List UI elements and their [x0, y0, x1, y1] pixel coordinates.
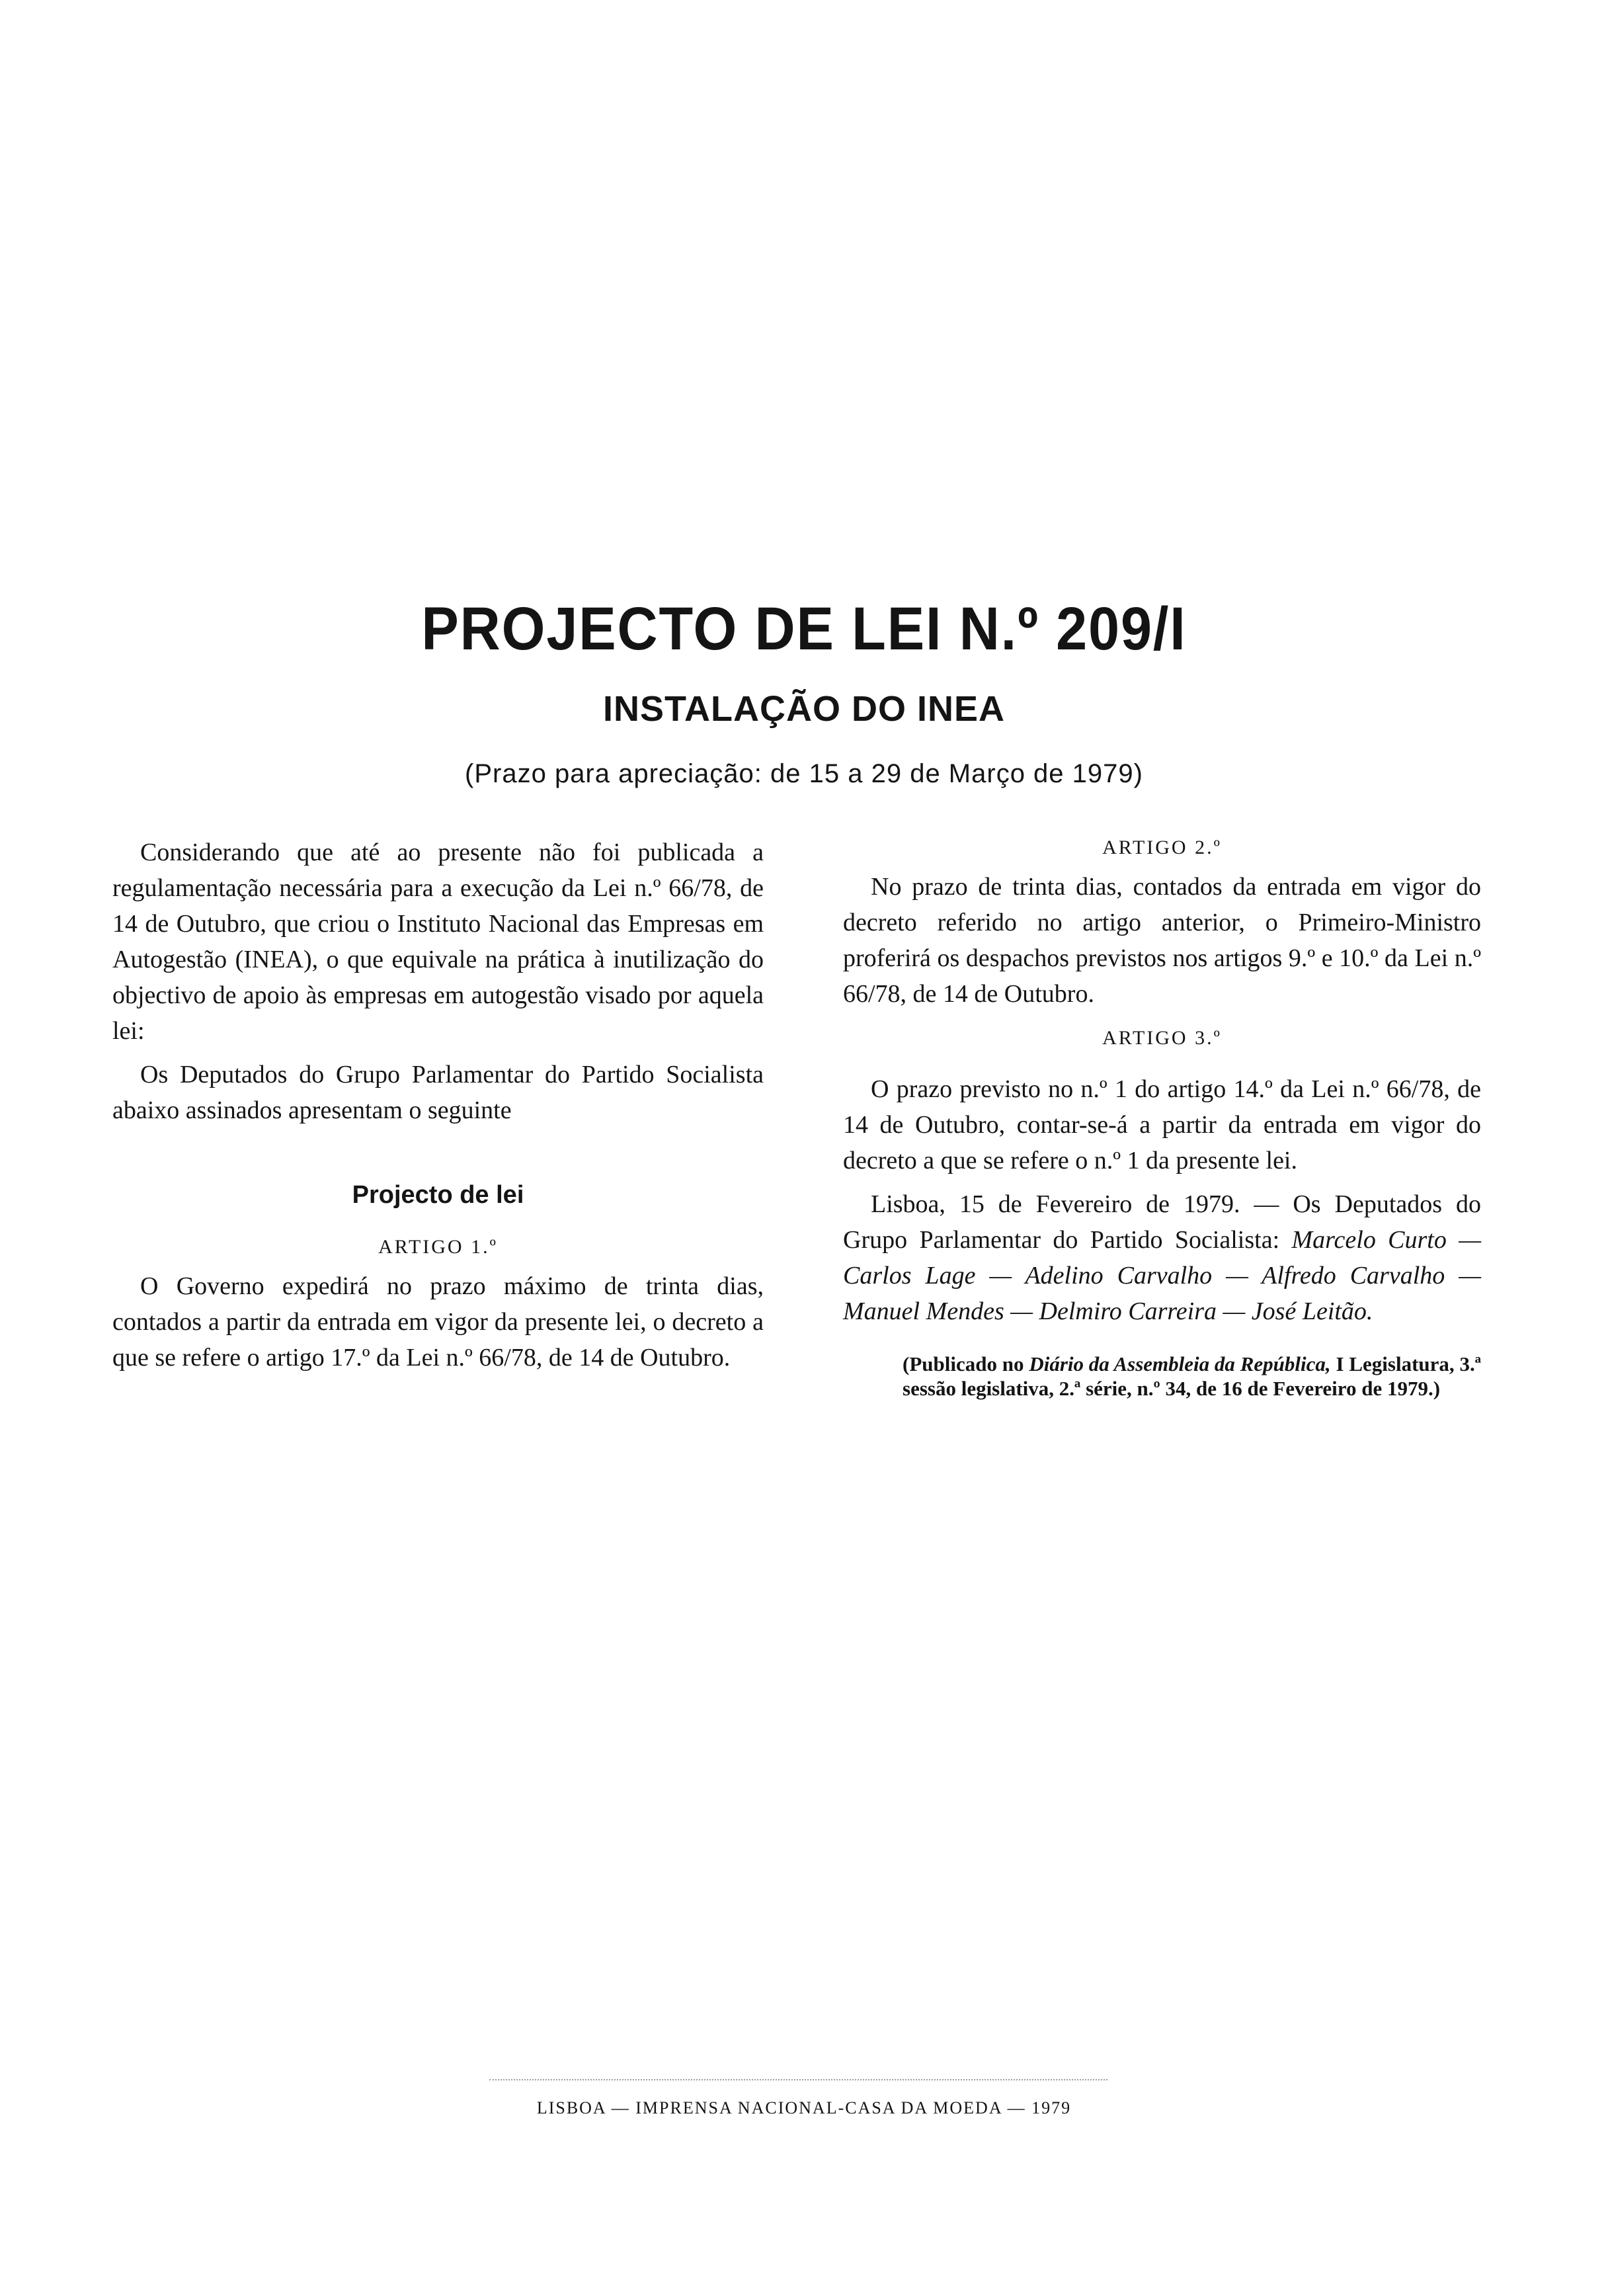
project-heading: Projecto de lei [352, 1181, 524, 1209]
document-title: PROJECTO DE LEI N.º 209/I [421, 595, 1187, 663]
footer-divider [489, 2079, 1107, 2080]
publication-details: I Legislatura, 3.ª sessão legislativa, 2.ª série, n.º 34, de 16 de Fevereiro de 1979.) [903, 1352, 1481, 1400]
article-3-text: O prazo previsto no n.º 1 do artigo 14.º da Lei n.º 66/78, de 14 de Outubro, contar-se-á a partir da entrada em vigor do decreto a que se refere o n.º 1 da presente lei. [843, 1075, 1481, 1174]
footer-imprint: LISBOA — IMPRENSA NACIONAL-CASA DA MOEDA — 1979 [536, 2098, 1072, 2117]
signature-paragraph [843, 1186, 1481, 1329]
preamble-paragraph-1: Considerando que até ao presente não foi publicada a regulamentação necessária para a execução da Lei n.º 66/78, de 14 de Outubro, que criou o Instituto Nacional das Empresas em Autogestão (INEA), o que equivale na prática à inutilização do objectivo de apoio às empresas em autogestão visado por aquela lei: [112, 839, 764, 1045]
document-subtitle: INSTALAÇÃO DO INEA [603, 689, 1005, 729]
signature-intro: Lisboa, 15 de Fevereiro de 1979. — Os Deputados do Grupo Parlamentar do Partido Socialista: [843, 1190, 1481, 1254]
article-1-text: O Governo expedirá no prazo máximo de trinta dias, contados a partir da entrada em vigor da presente lei, o decreto a que se refere o artigo 17.º da Lei n.º 66/78, de 14 de Outubro. [112, 1272, 764, 1372]
article-1-heading: ARTIGO 1.º [378, 1236, 498, 1258]
assessment-deadline: (Prazo para apreciação: de 15 a 29 de Março de 1979) [465, 759, 1143, 788]
article-2-heading: ARTIGO 2.º [1102, 837, 1222, 858]
left-column [112, 835, 764, 1375]
publication-note [903, 1352, 1481, 1401]
signatories: Marcelo Curto — Carlos Lage — Adelino Carvalho — Alfredo Carvalho — Manuel Mendes — Delmiro Carreira — José Leitão. [843, 1226, 1481, 1325]
article-2-text: No prazo de trinta dias, contados da entrada em vigor do decreto referido no artigo anterior, o Primeiro-Ministro proferirá os despachos previstos nos artigos 9.º e 10.º da Lei n.º 66/78, de 14 de Outubro. [843, 873, 1481, 1008]
preamble-paragraph-2: Os Deputados do Grupo Parlamentar do Partido Socialista abaixo assinados apresentam o seguinte [112, 1061, 764, 1124]
right-column [843, 835, 1481, 1401]
article-3-heading: ARTIGO 3.º [1102, 1027, 1222, 1049]
publication-journal: Diário da Assembleia da República, [1029, 1352, 1331, 1375]
publication-prefix: (Publicado no [903, 1352, 1024, 1375]
